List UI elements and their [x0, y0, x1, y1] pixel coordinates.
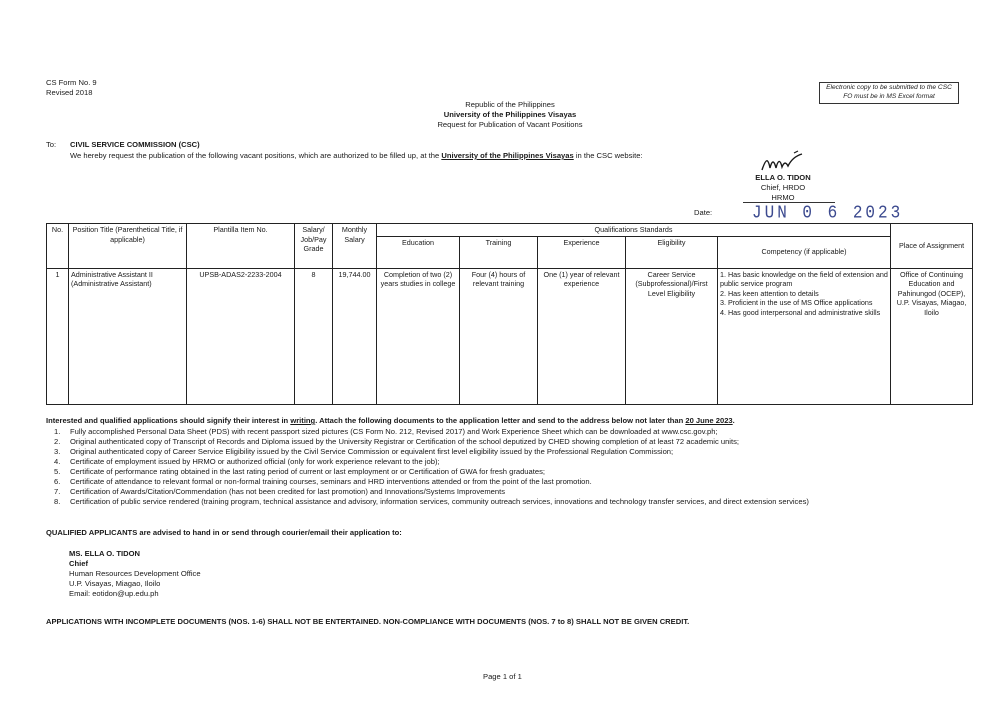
recipient-email: Email: eotidon@up.edu.ph — [69, 589, 159, 598]
request-suffix: in the CSC website: — [573, 151, 643, 160]
header-monthly-salary: Monthly Salary — [333, 224, 377, 269]
form-number: CS Form No. 9 — [46, 78, 97, 87]
date-stamp: JUN 0 6 2023 — [752, 202, 904, 224]
intro-end: . — [732, 416, 735, 425]
header-position-title: Position Title (Parenthetical Title, if applicable) — [69, 224, 187, 269]
recipient-name: MS. ELLA O. TIDON — [69, 549, 141, 558]
list-item — [54, 477, 974, 487]
document-subtitle: Request for Publication of Vacant Positions — [437, 120, 583, 129]
item-text: Certificate of performance rating obtained in the last rating period of current or last employment or or Certification of GWA for fresh graduates; — [70, 467, 545, 476]
item-number: 2. — [54, 437, 61, 446]
instructions-intro — [46, 416, 735, 426]
item-number: 4. — [54, 457, 61, 466]
date-label: Date: — [694, 208, 713, 217]
item-text: Fully accomplished Personal Data Sheet (PDS) with recent passport sized pictures (CS Form No. 212, Revised 2017) and Work Experience Sheet which can be downloaded at www.csc.gov.ph; — [70, 427, 718, 436]
competency-item: 4. Has good interpersonal and administrative skills — [720, 307, 881, 317]
request-prefix: We hereby request the publication of the following vacant positions, which are authorized to be filled up, at the — [70, 151, 442, 160]
university-name: University of the Philippines Visayas — [443, 110, 577, 119]
list-item — [54, 457, 974, 467]
page-number: Page 1 of 1 — [483, 672, 522, 681]
recipient-block — [69, 549, 201, 599]
item-text: Original authenticated copy of Career Service Eligibility issued by the Civil Service Commission or equivalent first level eligibility issued by the Professional Regulation Commission; — [70, 447, 674, 456]
item-text: Original authenticated copy of Transcript of Records and Diploma issued by the University Registrar or Certification of the school deputized by CHED showing completion of at least 72 academic units; — [70, 437, 740, 446]
signatory-block — [738, 173, 828, 203]
list-item — [54, 467, 974, 477]
competency-item: 2. Has keen attention to details — [720, 288, 819, 298]
competency-item: 1. Has basic knowledge on the field of extension and public service program — [720, 269, 888, 289]
qualified-applicants-line: QUALIFIED APPLICANTS are advised to hand in or send through courier/email their application to: — [46, 528, 402, 537]
cell-competency — [718, 268, 891, 404]
item-number: 3. — [54, 447, 61, 456]
item-number: 1. — [54, 427, 61, 436]
header-qualification-standards: Qualifications Standards — [377, 224, 891, 237]
to-name: CIVIL SERVICE COMMISSION (CSC) — [70, 140, 200, 149]
intro-part-b: . Attach the following documents to the application letter and send to the address below not later than — [315, 416, 686, 425]
recipient-title: Chief — [69, 559, 88, 568]
header-no: No. — [47, 224, 69, 269]
note-line-2: FO must be in MS Excel format — [843, 93, 935, 100]
vacant-positions-table — [46, 223, 973, 405]
intro-part-a: Interested and qualified applications should signify their interest in — [46, 416, 291, 425]
competency-item: 3. Proficient in the use of MS Office applications — [720, 298, 873, 308]
incomplete-documents-warning: APPLICATIONS WITH INCOMPLETE DOCUMENTS (NOS. 1-6) SHALL NOT BE ENTERTAINED. NON-COMPLIANCE WITH DOCUMENTS (NOS. 7 to 8) SHALL NOT BE GIVEN CREDIT. — [46, 617, 690, 626]
signatory-office: HRMO — [771, 193, 795, 202]
addressee-block — [46, 140, 200, 150]
header-plantilla: Plantilla Item No. — [187, 224, 295, 269]
item-text: Certification of Awards/Citation/Commendation (has not been credited for last promotion) and Innovations/Systems Improvements — [70, 487, 506, 496]
cell-no: 1 — [47, 268, 69, 404]
to-label: To: — [46, 140, 57, 149]
header-training: Training — [460, 236, 538, 268]
header-experience: Experience — [538, 236, 626, 268]
note-line-1: Electronic copy to be submitted to the CSC — [826, 84, 952, 91]
list-item — [54, 497, 974, 507]
cell-monthly-salary: 19,744.00 — [333, 268, 377, 404]
signatory-title: Chief, HRDO — [760, 183, 806, 192]
request-statement — [70, 151, 643, 161]
header-eligibility: Eligibility — [626, 236, 718, 268]
cell-training: Four (4) hours of relevant training — [460, 268, 538, 404]
list-item — [54, 437, 974, 447]
signatory-name: ELLA O. TIDON — [755, 173, 811, 182]
list-item — [54, 447, 974, 457]
item-number: 6. — [54, 477, 61, 486]
cell-experience: One (1) year of relevant experience — [538, 268, 626, 404]
deadline: 20 June 2023 — [685, 416, 733, 425]
republic-line: Republic of the Philippines — [465, 100, 555, 109]
list-item — [54, 487, 974, 497]
item-text: Certification of public service rendered (training program, technical assistance and advisory, information services, community outreach services, innovations and technology transfer services, and direct extension services) — [70, 497, 809, 506]
recipient-address: U.P. Visayas, Miagao, Iloilo — [69, 579, 161, 588]
item-number: 5. — [54, 467, 61, 476]
form-revision: Revised 2018 — [46, 88, 93, 97]
header-education: Education — [377, 236, 460, 268]
item-number: 8. — [54, 497, 61, 506]
list-item — [54, 427, 974, 437]
header-competency: Competency (if applicable) — [718, 236, 891, 268]
form-number-block — [46, 78, 97, 98]
request-university: University of the Philippines Visayas — [441, 151, 574, 160]
intro-writing: writing — [290, 416, 316, 425]
document-header — [0, 100, 1000, 130]
table-row — [47, 268, 973, 404]
item-text: Certificate of attendance to relevant formal or non-formal training courses, seminars and HRD interventions attended or from the point of the last promotion. — [70, 477, 592, 486]
header-place-of-assignment: Place of Assignment — [891, 224, 973, 269]
requirements-list — [54, 427, 974, 507]
item-number: 7. — [54, 487, 61, 496]
recipient-office: Human Resources Development Office — [69, 569, 201, 578]
cell-education: Completion of two (2) years studies in college — [377, 268, 460, 404]
cell-salary-grade: 8 — [295, 268, 333, 404]
cell-plantilla: UPSB-ADAS2-2233-2004 — [187, 268, 295, 404]
cell-eligibility: Career Service (Subprofessional)/First Level Eligibility — [626, 268, 718, 404]
item-text: Certificate of employment issued by HRMO or authorized official (only for work experience relevant to the job); — [70, 457, 440, 466]
header-salary-grade: Salary/ Job/Pay Grade — [295, 224, 333, 269]
cell-place-of-assignment: Office of Continuing Education and Pahinungod (OCEP), U.P. Visayas, Miagao, Iloilo — [891, 268, 973, 404]
cell-position-title: Administrative Assistant II (Administrative Assistant) — [69, 268, 187, 404]
